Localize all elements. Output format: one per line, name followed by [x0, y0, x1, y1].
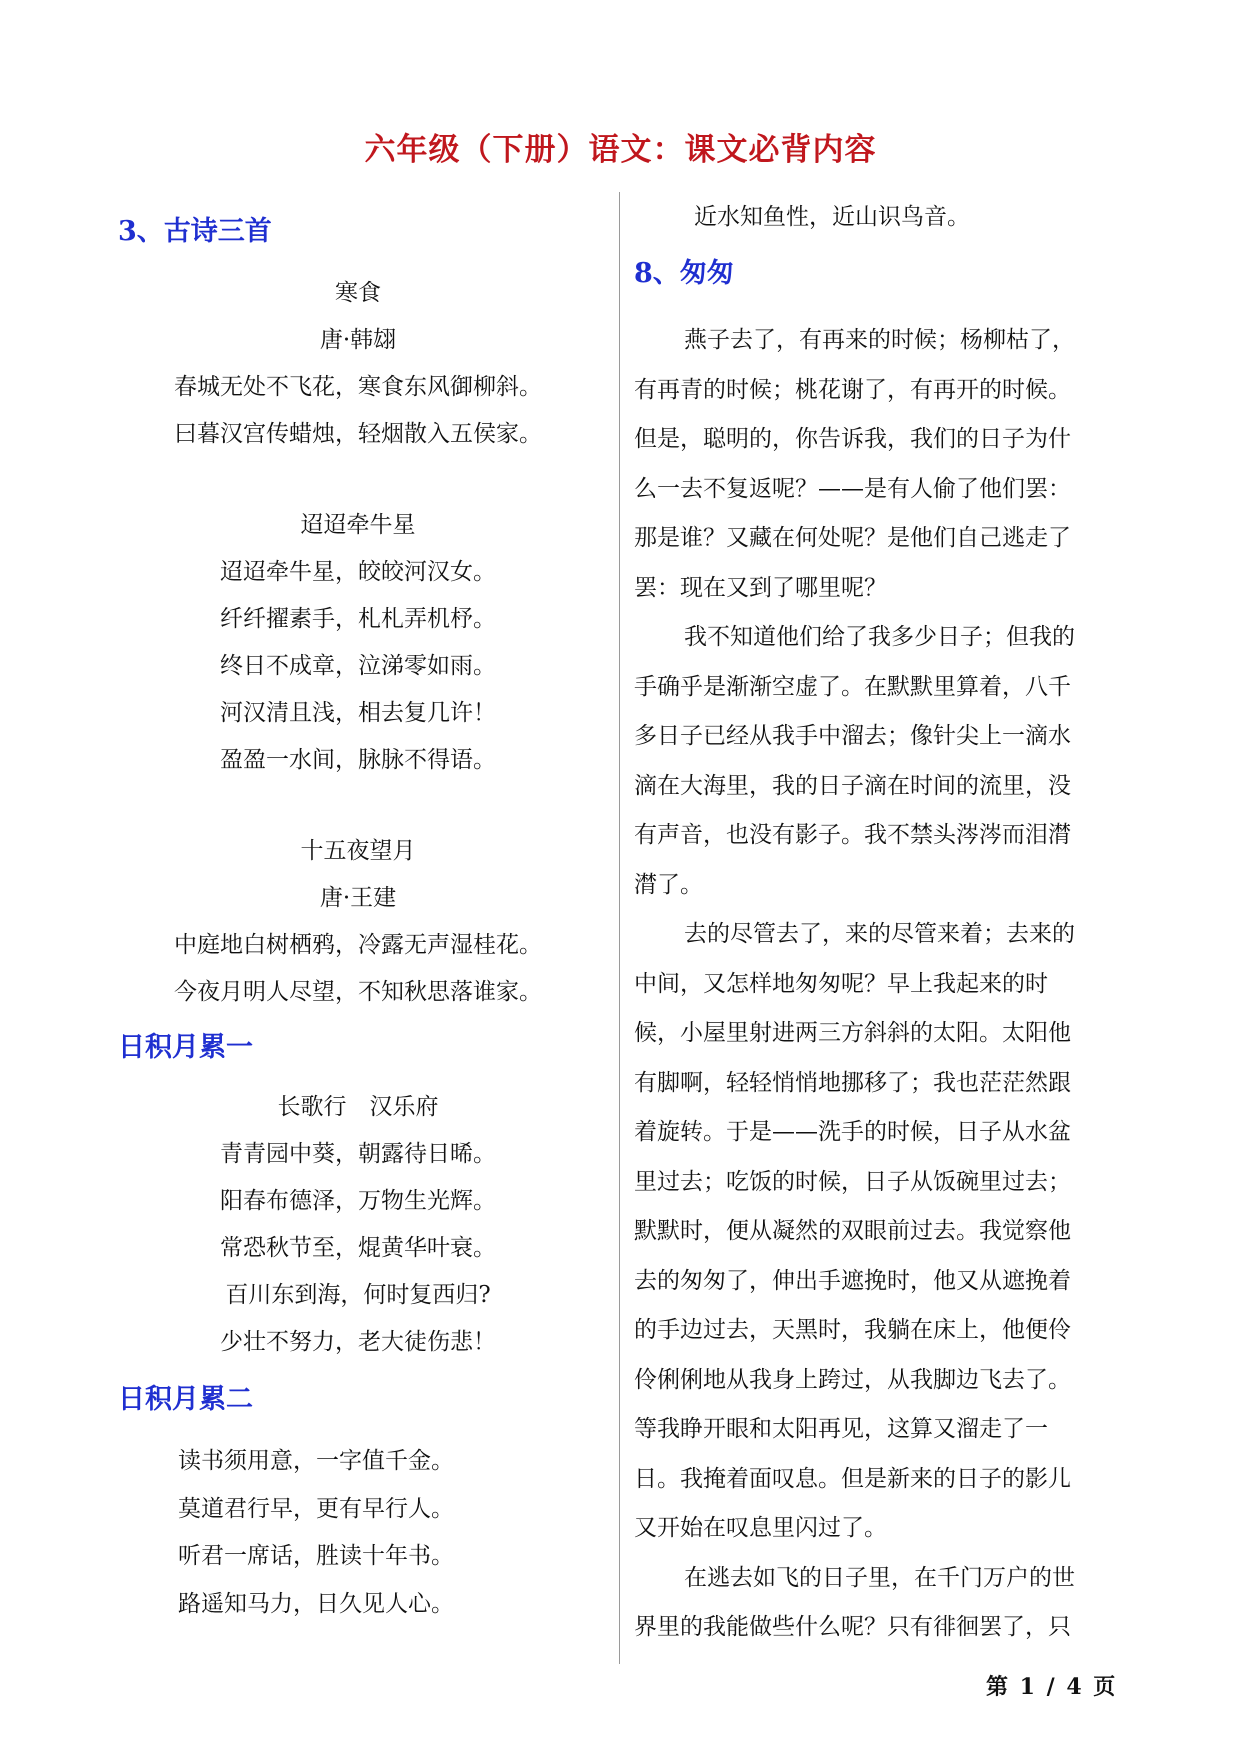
essay-line: 那是谁？又藏在何处呢？是他们自己逃走了 — [634, 525, 1071, 551]
poem-author: 唐·王建 — [319, 885, 397, 911]
essay-line: 有再青的时候；桃花谢了，有再开的时候。 — [634, 376, 1071, 403]
essay-line: 燕子去了，有再来的时候；杨柳枯了， — [684, 327, 1075, 353]
poem-hanshi — [118, 270, 598, 458]
proverb-line: 莫道君行早，更有早行人。 — [178, 1495, 454, 1522]
poem-tiaotiao — [118, 502, 598, 784]
proverb-line: 读书须用意，一字值千金。 — [178, 1448, 454, 1474]
poem-line: 河汉清且浅，相去复几许！ — [220, 700, 496, 726]
essay-line: 去的匆匆了，伸出手遮挽时，他又从遮挽着 — [634, 1267, 1071, 1294]
essay-line: 等我睁开眼和太阳再见，这算又溜走了一 — [634, 1416, 1048, 1442]
essay-line: 候，小屋里射进两三方斜斜的太阳。太阳他 — [634, 1020, 1071, 1046]
proverbs — [118, 1438, 598, 1628]
essay-body — [634, 316, 1126, 1653]
essay-line: 日。我掩着面叹息。但是新来的日子的影儿 — [634, 1465, 1071, 1492]
poem-title: 长歌行 汉乐府 — [277, 1094, 439, 1120]
left-column — [118, 208, 598, 1628]
poem-shiwuye — [118, 828, 598, 1016]
poem-line: 盈盈一水间，脉脉不得语。 — [220, 747, 496, 773]
page-title: 六年级（下册）语文：课文必背内容 — [364, 132, 877, 168]
poem-line: 今夜月明人尽望，不知秋思落谁家。 — [174, 979, 542, 1005]
essay-line: 么一去不复返呢？——是有人偷了他们罢： — [634, 475, 1071, 502]
poem-changgexing — [118, 1084, 598, 1366]
essay-line: 滴在大海里，我的日子滴在时间的流里，没 — [634, 772, 1071, 799]
essay-line: 但是，聪明的，你告诉我，我们的日子为什 — [634, 426, 1071, 452]
essay-line: 去的尽管去了，来的尽管来着；去来的 — [684, 921, 1075, 947]
essay-line: 有脚啊，轻轻悄悄地挪移了；我也茫茫然跟 — [634, 1069, 1071, 1096]
poem-line: 常恐秋节至，焜黄华叶衰。 — [220, 1235, 496, 1261]
poem-author: 唐·韩翃 — [319, 327, 397, 353]
poem-line: 曰暮汉宫传蜡烛，轻烟散入五侯家。 — [174, 421, 542, 447]
poem-title: 迢迢牵牛星 — [300, 512, 416, 538]
essay-line: 在逃去如飞的日子里，在千门万户的世 — [684, 1564, 1075, 1591]
poem-line: 青青园中葵，朝露待日晞。 — [220, 1141, 496, 1167]
essay-line: 多日子已经从我手中溜去；像针尖上一滴水 — [634, 723, 1071, 749]
essay-paragraph — [634, 910, 1126, 1554]
poem-line: 终日不成章，泣涕零如雨。 — [220, 653, 496, 679]
right-column — [634, 196, 1126, 1653]
essay-line: 潸了。 — [634, 871, 703, 898]
section-heading-ancient-poems: 3、古诗三首 — [118, 216, 272, 247]
proverb-line: 路遥知马力，日久见人心。 — [178, 1590, 454, 1617]
section-heading-riji-2: 日积月累二 — [118, 1384, 253, 1415]
essay-paragraph — [634, 613, 1126, 910]
essay-line: 罢：现在又到了哪里呢？ — [634, 574, 887, 601]
poem-line: 纤纤擢素手，札札弄机杼。 — [220, 606, 496, 632]
poem-title: 寒食 — [335, 280, 381, 306]
section-heading-riji-1: 日积月累一 — [118, 1032, 253, 1063]
proverb-line: 听君一席话，胜读十年书。 — [178, 1543, 454, 1569]
essay-paragraph — [634, 1554, 1126, 1653]
poem-line: 春城无处不飞花，寒食东风御柳斜。 — [174, 374, 542, 400]
poem-line: 少壮不努力，老大徒伤悲！ — [220, 1329, 496, 1355]
essay-line: 又开始在叹息里闪过了。 — [634, 1515, 887, 1541]
poem-line: 迢迢牵牛星，皎皎河汉女。 — [220, 559, 496, 585]
page-number: 第 1 / 4 页 — [986, 1674, 1118, 1700]
section-heading-congcong: 8、匆匆 — [634, 258, 734, 289]
poem-line: 阳春布德泽，万物生光辉。 — [220, 1188, 496, 1214]
essay-line: 中间，又怎样地匆匆呢？早上我起来的时 — [634, 970, 1048, 997]
essay-line: 着旋转。于是——洗手的时候，日子从水盆 — [634, 1119, 1071, 1145]
poem-line: 中庭地白树栖鸦，冷露无声湿桂花。 — [174, 932, 542, 958]
essay-line: 手确乎是渐渐空虚了。在默默里算着，八千 — [634, 673, 1071, 700]
poem-title: 十五夜望月 — [300, 838, 416, 864]
essay-line: 我不知道他们给了我多少日子；但我的 — [684, 624, 1075, 650]
essay-line: 界里的我能做些什么呢？只有徘徊罢了，只 — [634, 1614, 1071, 1640]
essay-line: 有声音，也没有影子。我不禁头涔涔而泪潸 — [634, 822, 1071, 848]
essay-line: 里过去；吃饭的时候，日子从饭碗里过去； — [634, 1168, 1071, 1195]
essay-paragraph — [634, 316, 1126, 613]
continued-line: 近水知鱼性，近山识鸟音。 — [694, 204, 970, 230]
column-divider — [619, 192, 620, 1664]
essay-line: 的手边过去，天黑时，我躺在床上，他便伶 — [634, 1317, 1071, 1343]
essay-line: 默默时，便从凝然的双眼前过去。我觉察他 — [634, 1218, 1071, 1244]
essay-line: 伶俐俐地从我身上跨过，从我脚边飞去了。 — [634, 1366, 1071, 1393]
poem-line: 百川东到海，何时复西归? — [225, 1282, 491, 1308]
